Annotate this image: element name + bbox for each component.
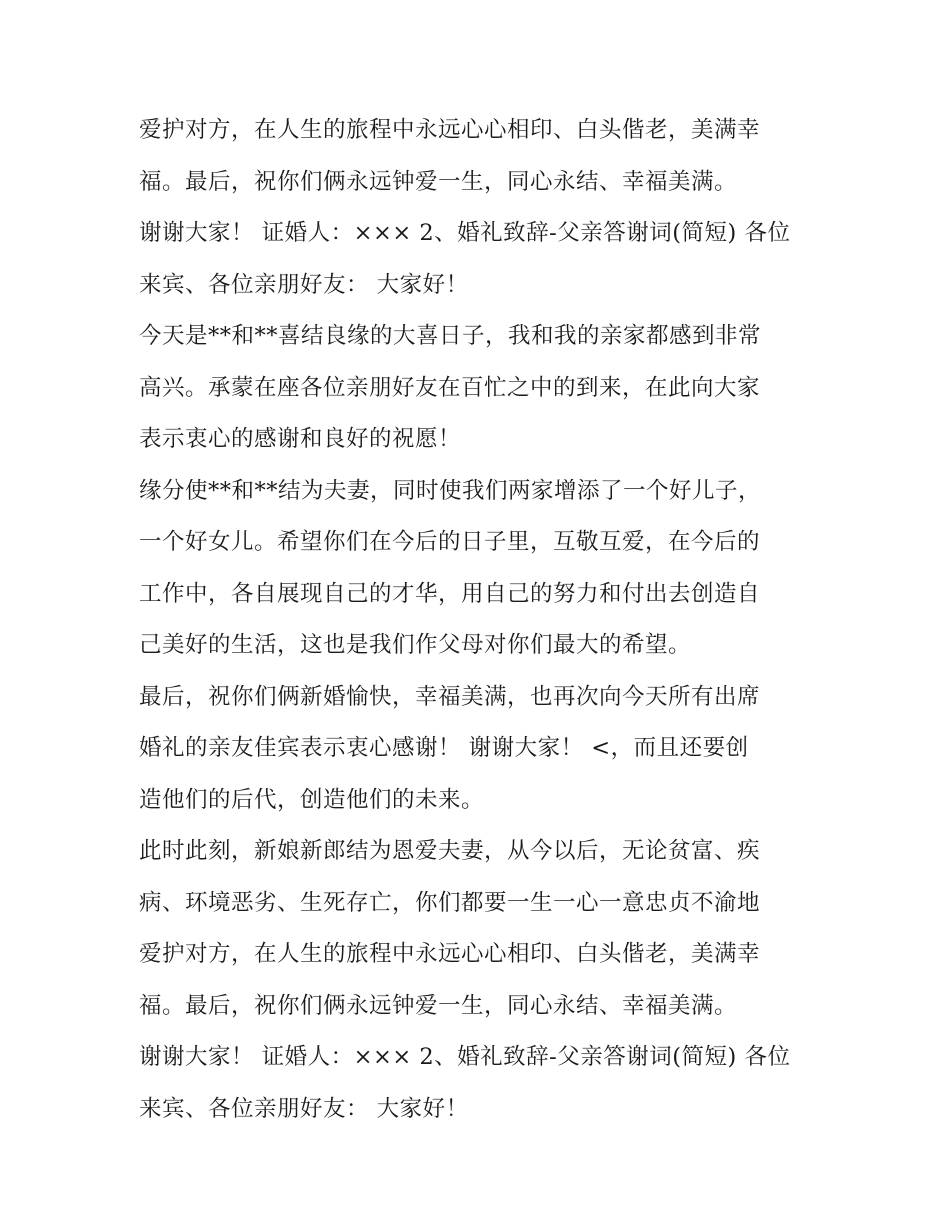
- text-line: 一个好女儿。希望你们在今后的日子里，互敬互爱，在今后的: [139, 529, 761, 555]
- text-line: 今天是**和**喜结良缘的大喜日子，我和我的亲家都感到非常: [139, 323, 762, 349]
- text-line: 来宾、各位亲朋好友： 大家好！: [139, 1095, 469, 1122]
- text-line: 爱护对方，在人生的旅程中永远心心相印、白头偕老，美满幸: [139, 941, 761, 967]
- text-line: 缘分使**和**结为夫妻，同时使我们两家增添了一个好儿子，: [139, 477, 762, 504]
- text-line: 福。最后，祝你们俩永远钟爱一生，同心永结、幸福美满。: [139, 992, 738, 1019]
- text-line: 爱护对方，在人生的旅程中永远心心相印、白头偕老，美满幸: [139, 117, 761, 143]
- text-line: 此时此刻，新娘新郎结为恩爱夫妻，从今以后，无论贫富、疾: [139, 838, 761, 864]
- text-line: 谢谢大家！ 证婚人：××× 2、婚礼致辞-父亲答谢词(简短) 各位: [139, 220, 791, 246]
- text-line: 婚礼的亲友佳宾表示衷心感谢！ 谢谢大家！ <，而且还要创: [139, 735, 749, 761]
- text-line: 谢谢大家！ 证婚人：××× 2、婚礼致辞-父亲答谢词(简短) 各位: [139, 1044, 791, 1070]
- text-line: 工作中，各自展现自己的才华，用自己的努力和付出去创造自: [139, 580, 761, 607]
- text-line: 最后，祝你们俩新婚愉快，幸福美满，也再次向今天所有出席: [139, 683, 761, 710]
- text-line: 病、环境恶劣、生死存亡，你们都要一生一心一意忠贞不渝地: [139, 889, 761, 916]
- text-line: 高兴。承蒙在座各位亲朋好友在百忙之中的到来，在此向大家: [139, 374, 761, 401]
- text-line: 来宾、各位亲朋好友： 大家好！: [139, 271, 469, 298]
- text-line: 福。最后，祝你们俩永远钟爱一生，同心永结、幸福美满。: [139, 168, 738, 195]
- text-line: 造他们的后代，创造他们的未来。: [139, 786, 485, 813]
- text-line: 表示衷心的感谢和良好的祝愿！: [139, 426, 462, 452]
- document-body: [139, 105, 819, 1135]
- text-line: 己美好的生活，这也是我们作父母对你们最大的希望。: [139, 632, 692, 658]
